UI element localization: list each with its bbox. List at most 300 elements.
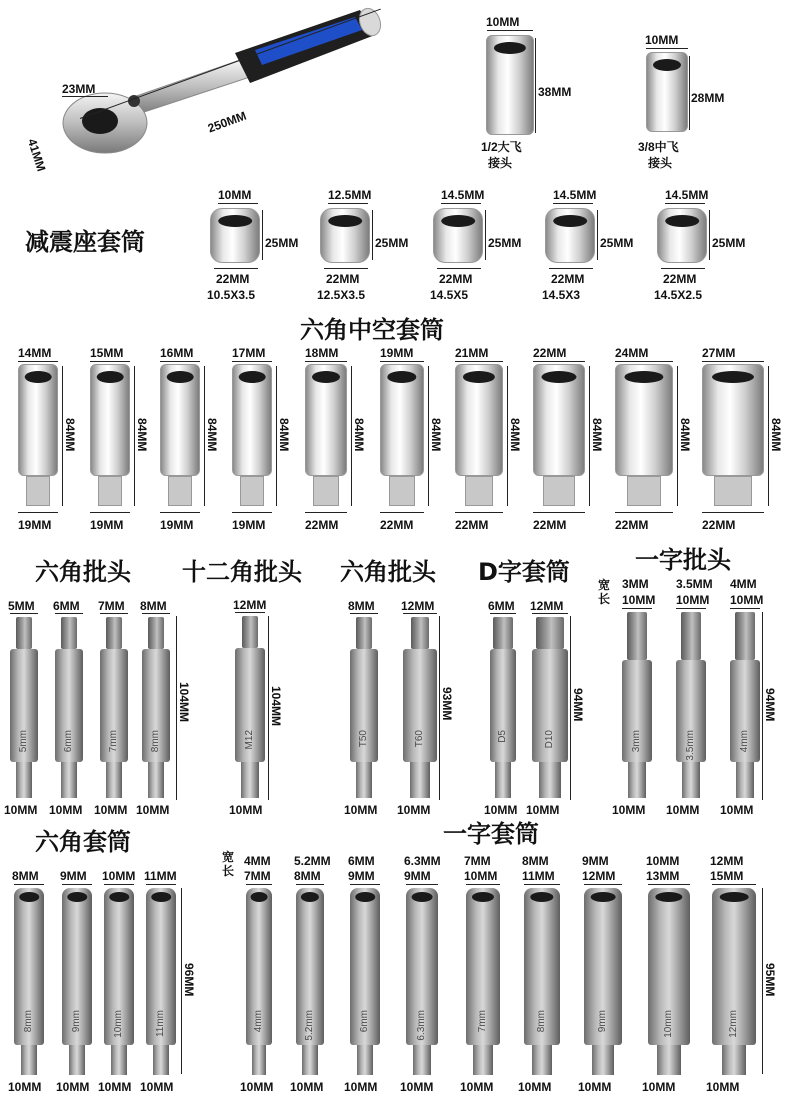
hollow-bottom-label: 22MM [615,518,649,532]
flat-length-label: 10MM [622,593,656,607]
socket-hole [239,371,266,383]
ratchet-width-label: 41MM [24,136,49,174]
socket-width-label: 6MM [348,854,375,868]
length-prefix: 长 [598,592,611,606]
dimension-line [262,210,263,260]
flat-length-label: 10MM [730,593,764,607]
flat-tip-image [681,612,701,660]
shock-top-label: 14.5MM [441,188,485,202]
hollow-side-label: 84MM [135,418,149,452]
socket-hole [355,892,375,902]
dimension-line [232,361,272,362]
dimension-line [90,361,130,362]
dimension-line [702,512,764,513]
dimension-line [232,512,272,513]
socket-bottom-label: 10MM [240,1080,274,1094]
socket-width-label: 10MM [646,854,680,868]
width-prefix: 宽 [222,850,235,864]
section-title-torx-bits: 六角批头 [340,558,436,586]
bit-top-label: 5MM [8,599,35,613]
socket-drive [313,476,338,506]
socket-drive-image [21,1045,38,1075]
dimension-line [597,210,598,260]
adapter-top-label: 10MM [486,15,520,29]
flat-tip-image [735,612,755,660]
adapter-name-label: 接头 [648,156,673,170]
hollow-socket-image [380,364,424,476]
socket-drive-image [111,1045,128,1075]
bit-bottom-label: 10MM [4,803,38,817]
adapter-image [646,52,688,132]
socket-bottom-label: 10MM [290,1080,324,1094]
shock-bottom-label: 22MM [326,272,360,286]
hollow-bottom-label: 22MM [455,518,489,532]
hollow-top-label: 27MM [702,346,736,360]
bit-bottom-label: 10MM [229,803,263,817]
bit-bottom-label: 10MM [344,803,378,817]
socket-width-label: 6.3MM [404,854,441,868]
socket-bottom-label: 10MM [56,1080,90,1094]
dimension-line [380,512,424,513]
bit-bottom-label: 10MM [484,803,518,817]
socket-hole [218,215,252,227]
dimension-line [350,884,380,885]
hollow-top-label: 19MM [380,346,414,360]
hollow-top-label: 16MM [160,346,194,360]
dimension-line [296,884,324,885]
hollow-top-label: 14MM [18,346,52,360]
bit-tip-image [16,617,31,649]
dimension-line [584,884,622,885]
socket-length-label: 7MM [244,869,271,883]
adapter-name-label: 接头 [488,156,513,170]
dimension-line [18,361,58,362]
socket-length-label: 15MM [710,869,744,883]
socket-length-label: 11MM [522,869,555,883]
bit-bottom-label: 10MM [136,803,170,817]
socket-length-label: 10MM [464,869,498,883]
bit-drive-image [106,762,123,798]
bit-tip-image [148,617,163,649]
socket-drive [389,476,415,506]
dimension-line [14,884,44,885]
dimension-line [615,512,673,513]
hollow-bottom-label: 19MM [160,518,194,532]
bit-top-label: 7MM [98,599,125,613]
socket-hole [25,371,52,383]
bit-tip-image [61,617,76,649]
shock-bottom-label: 22MM [663,272,697,286]
socket-engraving: 9mm [597,1010,608,1033]
shock-bottom-label: 22MM [216,272,250,286]
hollow-bottom-label: 22MM [380,518,414,532]
dimension-line [246,884,272,885]
bit-tip-image [242,616,259,648]
socket-hole [109,892,129,902]
bit-drive-image [16,762,33,798]
hollow-socket-image [160,364,200,476]
section-title-hex-bits: 六角批头 [35,558,131,586]
socket-hole [441,215,475,227]
dimension-line [466,884,500,885]
socket-top-label: 9MM [60,869,87,883]
shock-side-label: 25MM [375,236,409,250]
socket-hole [591,892,616,902]
socket-drive [714,476,751,506]
bit-top-label: 8MM [348,599,375,613]
bit-engraving: 6mm [63,730,74,753]
socket-drive [168,476,192,506]
socket-drive-image [657,1045,681,1075]
socket-engraving: 8mm [23,1010,34,1033]
bit-body-image [490,649,516,762]
bit-tip-image [493,617,514,649]
shock-top-label: 12.5MM [328,188,372,202]
socket-drive [98,476,122,506]
dimension-line [730,608,760,609]
hollow-socket-image [702,364,764,476]
shock-side-label: 25MM [712,236,746,250]
dimension-line [372,210,373,260]
dimension-line [437,268,481,269]
bit-drive-image [539,762,561,798]
dimension-line [648,884,690,885]
hollow-socket-image [533,364,585,476]
bit-bottom-label: 10MM [526,803,560,817]
socket-hole [312,371,340,383]
socket-hole [720,892,749,902]
bit-engraving: 3.5mm [685,730,696,761]
shock-socket-image [210,208,260,263]
bit-drive-image [61,762,78,798]
flat-width-label: 3MM [622,577,649,591]
bit-engraving: T50 [358,730,369,748]
dimension-line [62,96,108,97]
flat-width-label: 4MM [730,577,757,591]
socket-hole [530,892,553,902]
flat-tip-image [627,612,647,660]
hollow-socket-image [455,364,503,476]
dimension-line [160,361,200,362]
hollow-bottom-label: 19MM [232,518,266,532]
bit-engraving: D5 [497,730,508,743]
socket-hole [553,215,587,227]
shock-socket-image [320,208,370,263]
dimension-line [487,30,533,31]
hollow-top-label: 21MM [455,346,489,360]
shock-spec-label: 12.5X3.5 [317,288,366,302]
section-title-hex-sockets: 六角套筒 [35,828,131,856]
dimension-line [712,884,756,885]
socket-hole [19,892,39,902]
bit-drive-image [736,762,754,798]
length-label: 96MM [182,963,196,997]
socket-length-label: 9MM [348,869,375,883]
hollow-top-label: 18MM [305,346,339,360]
bit-engraving: 5mm [18,730,29,753]
hollow-bottom-label: 22MM [702,518,736,532]
socket-width-label: 5.2MM [294,854,331,868]
hollow-bottom-label: 19MM [18,518,52,532]
dimension-line [146,884,176,885]
dimension-line [90,512,130,513]
dimension-line [55,613,83,614]
bit-drive-image [628,762,646,798]
socket-bottom-label: 10MM [98,1080,132,1094]
socket-width-label: 8MM [522,854,549,868]
socket-drive-image [357,1045,374,1075]
socket-drive [465,476,494,506]
dimension-line [235,612,265,613]
bit-engraving: D10 [544,730,555,749]
dimension-line [661,268,705,269]
dimension-line [485,210,486,260]
bit-top-label: 12MM [530,599,564,613]
bit-bottom-label: 10MM [397,803,431,817]
adapter-name-label: 1/2大飞 [481,140,522,154]
hollow-side-label: 84MM [205,418,219,452]
bit-drive-image [495,762,511,798]
socket-width-label: 9MM [582,854,609,868]
bit-drive-image [241,762,259,798]
shock-side-label: 25MM [600,236,634,250]
bit-tip-image [411,617,430,649]
socket-drive-image [592,1045,613,1075]
bit-bottom-label: 10MM [612,803,646,817]
socket-length-label: 8MM [294,869,321,883]
dimension-line [380,361,424,362]
socket-hole [463,371,495,383]
socket-width-label: 7MM [464,854,491,868]
hollow-top-label: 22MM [533,346,567,360]
socket-hole [655,892,682,902]
dimension-line [406,884,438,885]
ratchet-length-label: 250MM [205,108,249,136]
bit-engraving: T60 [414,730,425,748]
dimension-line [646,48,688,49]
section-title-shock: 减震座套筒 [25,228,145,256]
socket-top-label: 10MM [102,869,136,883]
bit-bottom-label: 10MM [49,803,83,817]
bit-drive-image [682,762,700,798]
adapter-image [486,35,534,135]
bit-engraving: 3mm [631,730,642,753]
socket-engraving: 9mm [71,1010,82,1033]
bit-tip-image [106,617,121,649]
socket-bottom-label: 10MM [460,1080,494,1094]
dimension-line [622,608,652,609]
length-label: 104MM [177,682,191,723]
dimension-line [328,203,368,204]
shock-top-label: 10MM [218,188,252,202]
socket-bottom-label: 10MM [344,1080,378,1094]
socket-top-label: 8MM [12,869,39,883]
bit-top-label: 8MM [140,599,167,613]
dimension-line [218,203,258,204]
socket-bottom-label: 10MM [642,1080,676,1094]
section-title-hollow: 六角中空套筒 [300,316,444,344]
dimension-line [305,361,347,362]
flat-width-label: 3.5MM [676,577,713,591]
socket-drive-image [252,1045,267,1075]
dimension-line [524,884,560,885]
socket-length-label: 12MM [582,869,616,883]
dimension-line [553,203,593,204]
shock-spec-label: 14.5X2.5 [654,288,703,302]
dimension-line [532,613,568,614]
bit-engraving: M12 [244,730,255,750]
bit-top-label: 12MM [233,598,267,612]
adapter-height-label: 28MM [691,91,725,105]
socket-hole [67,892,87,902]
socket-engraving: 11mm [155,1010,166,1038]
socket-hole [251,892,268,902]
dimension-line [403,613,437,614]
section-title-flat-bits: 一字批头 [635,546,731,574]
length-label: 94MM [571,688,585,722]
shock-socket-image [657,208,707,263]
bit-drive-image [356,762,373,798]
hollow-side-label: 84MM [429,418,443,452]
length-label: 95MM [763,963,777,997]
section-title-twelve-point: 十二角批头 [182,558,302,586]
hollow-top-label: 15MM [90,346,124,360]
socket-bottom-label: 10MM [706,1080,740,1094]
socket-engraving: 4mm [253,1010,264,1033]
dimension-line [689,56,690,130]
socket-hole [712,371,754,383]
hollow-socket-image [615,364,673,476]
socket-bottom-label: 10MM [518,1080,552,1094]
section-title-d-socket: D字套筒 [478,558,570,586]
section-title-slot-sockets: 一字套筒 [443,820,539,848]
flat-length-label: 10MM [676,593,710,607]
dimension-line [676,608,706,609]
socket-engraving: 7mm [477,1010,488,1033]
hollow-bottom-label: 22MM [533,518,567,532]
hollow-side-label: 84MM [508,418,522,452]
bit-bottom-label: 10MM [666,803,700,817]
dimension-line [214,268,258,269]
dimension-line [324,268,368,269]
dimension-line [709,210,710,260]
socket-drive-image [153,1045,170,1075]
bit-tip-image [536,617,565,649]
dimension-line [62,884,92,885]
socket-hole [542,371,577,383]
hollow-socket-image [232,364,272,476]
dimension-line [100,613,128,614]
length-prefix: 长 [222,864,235,878]
hollow-side-label: 84MM [590,418,604,452]
dimension-line [10,613,38,614]
bit-bottom-label: 10MM [720,803,754,817]
socket-bottom-label: 10MM [140,1080,174,1094]
width-prefix: 宽 [598,578,611,592]
shock-spec-label: 14.5X5 [430,288,469,302]
dimension-line [160,512,200,513]
dimension-line [455,361,503,362]
socket-engraving: 5.2mm [304,1010,315,1041]
shock-socket-image [545,208,595,263]
shock-bottom-label: 22MM [551,272,585,286]
socket-length-label: 13MM [646,869,680,883]
bit-drive-image [148,762,165,798]
bit-top-label: 6MM [53,599,80,613]
dimension-line [490,613,516,614]
dimension-line [535,38,536,133]
socket-drive [240,476,264,506]
dimension-line [441,203,481,204]
adapter-name-label: 3/8中飞 [638,140,679,154]
socket-hole [151,892,171,902]
dimension-line [104,884,134,885]
shock-top-label: 14.5MM [665,188,709,202]
bit-top-label: 12MM [401,599,435,613]
socket-drive [627,476,662,506]
socket-top-label: 11MM [144,869,177,883]
hollow-top-label: 24MM [615,346,649,360]
socket-bottom-label: 10MM [8,1080,42,1094]
length-label: 94MM [763,688,777,722]
socket-drive-image [473,1045,492,1075]
dimension-line [350,613,378,614]
hollow-side-label: 84MM [678,418,692,452]
socket-bottom-label: 10MM [578,1080,612,1094]
dimension-line [549,268,593,269]
socket-hole [624,371,663,383]
socket-drive [543,476,574,506]
hollow-side-label: 84MM [352,418,366,452]
socket-drive-image [532,1045,552,1075]
bit-bottom-label: 10MM [94,803,128,817]
socket-hole [328,215,362,227]
adapter-height-label: 38MM [538,85,572,99]
shock-side-label: 25MM [265,236,299,250]
socket-length-label: 9MM [404,869,431,883]
socket-width-label: 12MM [710,854,744,868]
hollow-top-label: 17MM [232,346,266,360]
hollow-side-label: 84MM [277,418,291,452]
shock-spec-label: 10.5X3.5 [207,288,256,302]
socket-hole [472,892,494,902]
hollow-socket-image [305,364,347,476]
socket-drive-image [302,1045,318,1075]
socket-hole [412,892,433,902]
bit-engraving: 4mm [739,730,750,753]
dimension-line [305,512,347,513]
shock-side-label: 25MM [488,236,522,250]
shock-socket-image [433,208,483,263]
length-label: 104MM [269,686,283,727]
socket-hole [387,371,416,383]
shock-spec-label: 14.5X3 [542,288,581,302]
dimension-line [702,361,764,362]
hollow-side-label: 84MM [63,418,77,452]
socket-hole [665,215,699,227]
socket-hole [97,371,124,383]
socket-drive [26,476,50,506]
length-label: 93MM [440,687,454,721]
socket-width-label: 4MM [244,854,271,868]
socket-engraving: 6mm [359,1010,370,1033]
socket-drive-image [413,1045,431,1075]
hollow-side-label: 84MM [769,418,783,452]
dimension-line [18,512,58,513]
dimension-line [142,613,170,614]
adapter-top-label: 10MM [645,33,679,47]
socket-engraving: 10mm [113,1010,124,1038]
